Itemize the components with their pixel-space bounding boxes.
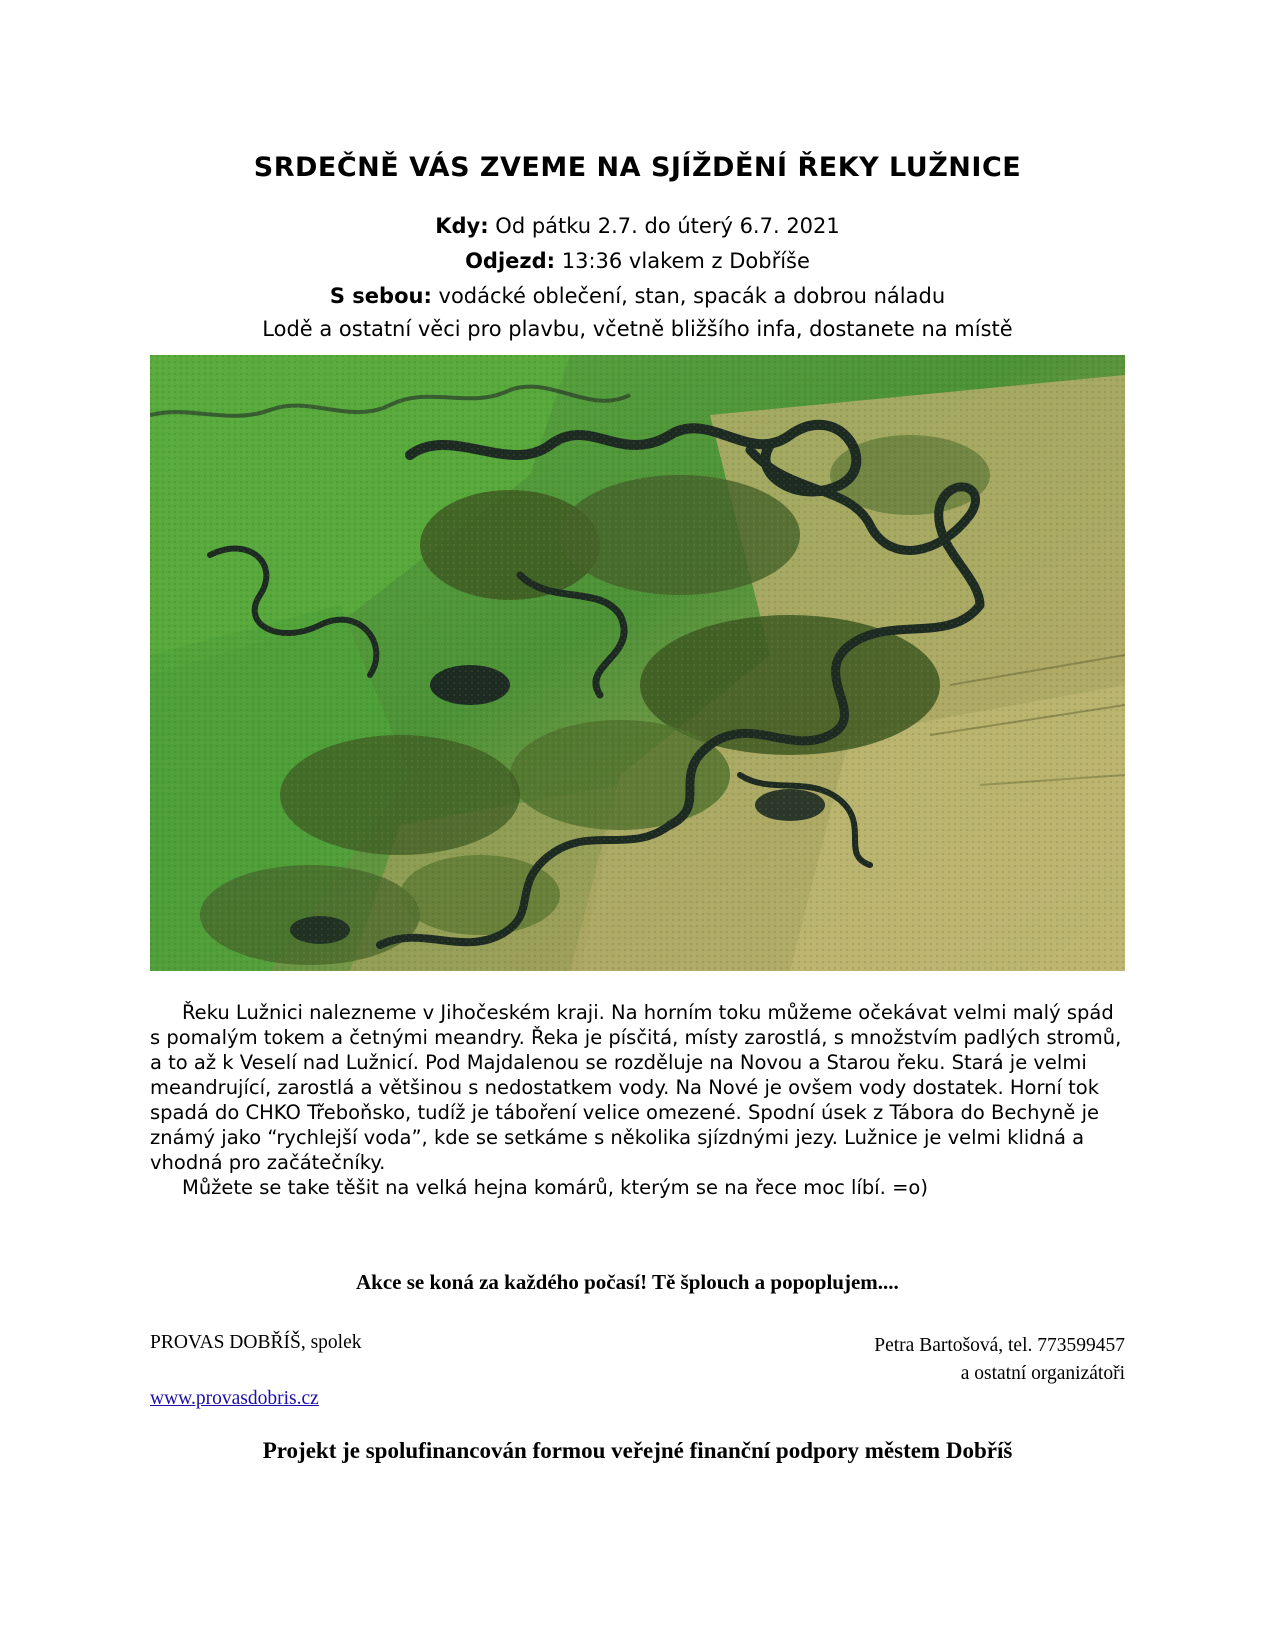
action-note: Akce se koná za každého počasí! Tě šplouch a popoplujem.... [356,1270,899,1294]
when-value: Od pátku 2.7. do úterý 6.7. 2021 [488,214,840,238]
description-paragraph-1: Řeku Lužnici nalezneme v Jihočeském kraji. Na horním toku můžeme očekávat velmi malý spád s pomalým tokem a četnými meandry. Řeka je písčitá, místy zarostlá, s množstvím padlých stromů, a to až k Veselí nad Lužnicí. Pod Majdalenou se rozděluje na Novou a Starou řeku. Stará je velmi meandrující, zarostlá a většinou s nedostatkem vody. Na Nové je ovšem vody dostatek. Horní tok spadá do CHKO Třeboňsko, tudíž je táboření velice omezené. Spodní úsek z Tábora do Bechyně je známý jako “rychlejší voda”, kde se setkáme s několika sjízdnými jezy. Lužnice je velmi klidná a vhodná pro začátečníky. [150,1001,1122,1174]
organizer-name: PROVAS DOBŘÍŠ, spolek [150,1332,362,1353]
aerial-river-photo [150,355,1125,971]
departure-value: 13:36 vlakem z Dobříše [555,249,810,273]
bring-label: S sebou: [329,284,432,308]
website-link[interactable]: www.provasdobris.cz [150,1388,319,1409]
bring-value: vodácké oblečení, stan, spacák a dobrou náladu [431,284,946,308]
organizer-contact: Petra Bartošová, tel. 773599457 [874,1335,1125,1356]
description-text [150,1000,1130,1200]
description-paragraph-2: Můžete se take těšit na velká hejna komárů, kterým se na řece moc líbí. =o) [182,1176,928,1199]
bring-line [0,284,1275,308]
departure-line [0,249,1275,273]
departure-label: Odjezd: [465,249,556,273]
page-title: SRDEČNĚ VÁS ZVEME NA SJÍŽDĚNÍ ŘEKY LUŽNICE [253,152,1022,183]
organizer-contact-block [874,1332,1125,1388]
funding-footer: Projekt je spolufinancován formou veřejné finanční podpory městem Dobříš [262,1438,1013,1463]
when-label: Kdy: [435,214,489,238]
organizer-others: a ostatní organizátoři [960,1363,1125,1384]
boats-note: Lodě a ostatní věci pro plavbu, včetně bližšího infa, dostanete na místě [262,317,1013,341]
when-line [0,214,1275,238]
